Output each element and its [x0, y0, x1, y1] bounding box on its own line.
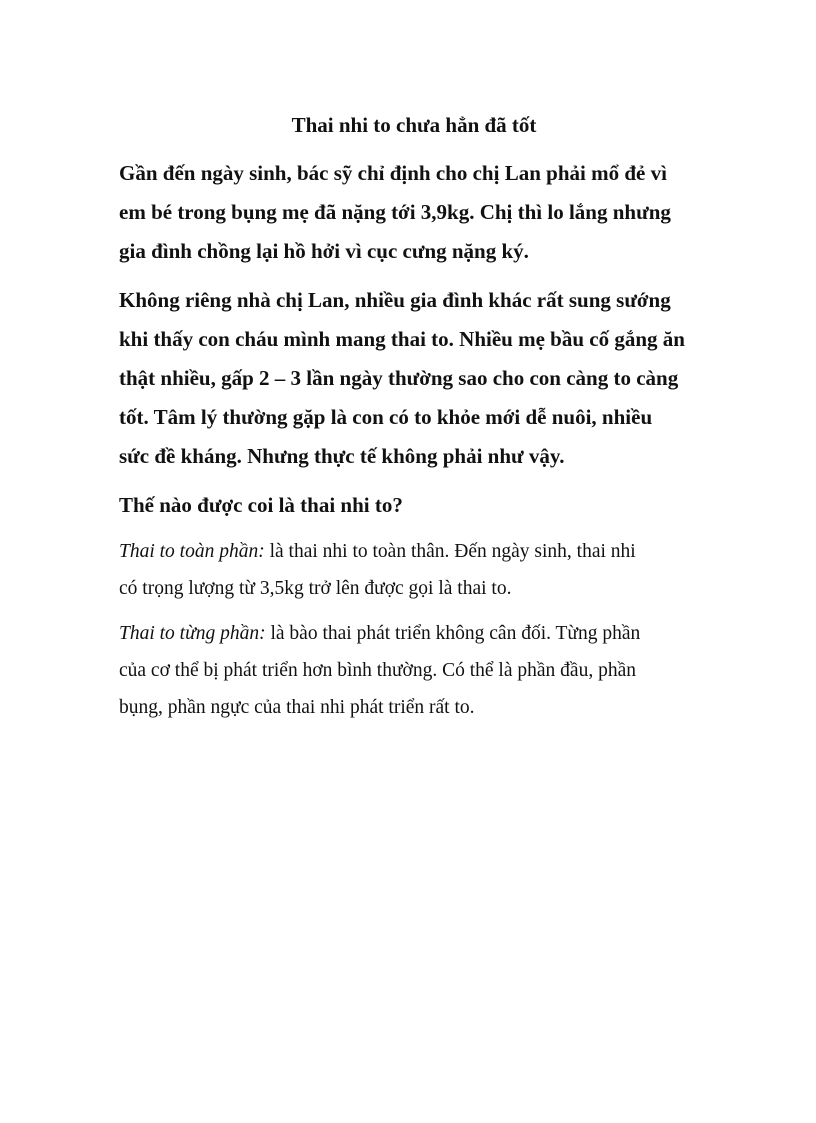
definition-text: là thai nhi to toàn thân. Đến ngày sinh, thai nhi: [264, 541, 636, 562]
definition-line: của cơ thể bị phát triển hơn bình thường. Có thể là phần đầu, phần: [119, 660, 636, 681]
document-body: [119, 110, 709, 726]
second-line: tốt. Tâm lý thường gặp là con có to khỏe mới dễ nuôi, nhiều: [119, 405, 653, 429]
definition-paragraph: [119, 615, 709, 726]
definition-line: có trọng lượng từ 3,5kg trở lên được gọi là thai to.: [119, 578, 512, 599]
second-line: thật nhiều, gấp 2 – 3 lần ngày thường sao cho con càng to càng: [119, 366, 679, 390]
section-heading: Thế nào được coi là thai nhi to?: [119, 493, 403, 517]
intro-line: em bé trong bụng mẹ đã nặng tới 3,9kg. Chị thì lo lắng nhưng: [119, 200, 671, 224]
definition-term: Thai to toàn phần:: [119, 541, 265, 562]
intro-line: Gần đến ngày sinh, bác sỹ chỉ định cho chị Lan phải mổ đẻ vì: [119, 161, 667, 185]
definition-paragraph: [119, 533, 709, 607]
definition-first-line: [119, 615, 709, 652]
second-line: Không riêng nhà chị Lan, nhiều gia đình khác rất sung sướng: [119, 288, 671, 312]
definition-first-line: [119, 533, 709, 570]
definition-term: Thai to từng phần:: [119, 623, 266, 644]
intro-line: gia đình chồng lại hồ hởi vì cục cưng nặng ký.: [119, 239, 529, 263]
second-paragraph: [119, 281, 709, 476]
intro-paragraph: [119, 154, 709, 271]
definition-text: là bào thai phát triển không cân đối. Từng phần: [265, 623, 641, 644]
document-title: Thai nhi to chưa hẳn đã tốt: [291, 113, 537, 137]
second-line: khi thấy con cháu mình mang thai to. Nhiều mẹ bầu cố gắng ăn: [119, 327, 685, 351]
second-line: sức đề kháng. Nhưng thực tế không phải như vậy.: [119, 444, 565, 468]
definition-line: bụng, phần ngực của thai nhi phát triển rất to.: [119, 697, 475, 718]
